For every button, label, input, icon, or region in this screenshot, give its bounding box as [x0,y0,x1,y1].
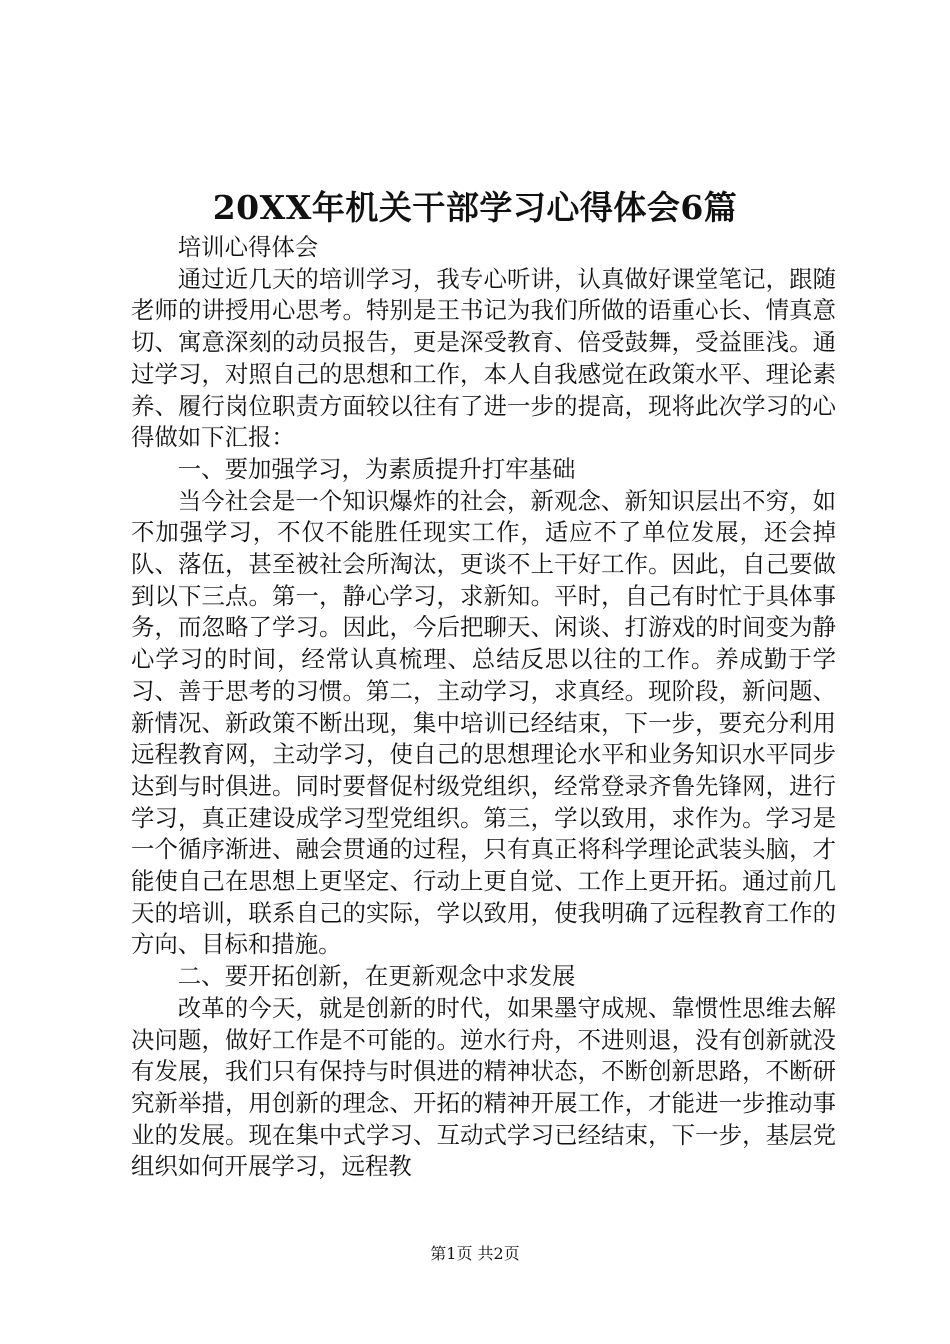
paragraph-section-1: 当今社会是一个知识爆炸的社会，新观念、新知识层出不穷，如不加强学习，不仅不能胜任现实工作，适应不了单位发展，还会掉队、落伍，甚至被社会所淘汰，更谈不上干好工作。因此，自己要做到以下三点。第一，静心学习，求新知。平时，自己有时忙于具体事务，而忽略了学习。因此，今后把聊天、闲谈、打游戏的时间变为静心学习的时间，经常认真梳理、总结反思以往的工作。养成勤于学习、善于思考的习惯。第二，主动学习，求真经。现阶段，新问题、新情况、新政策不断出现，集中培训已经结束，下一步，要充分利用远程教育网，主动学习，使自己的思想理论水平和业务知识水平同步达到与时俱进。同时要督促村级党组织，经常登录齐鲁先锋网，进行学习，真正建设成学习型党组织。第三，学以致用，求作为。学习是一个循序渐进、融会贯通的过程，只有真正将科学理论武装头脑，才能使自己在思想上更坚定、行动上更自觉、工作上更开拓。通过前几天的培训，联系自己的实际，学以致用，使我明确了远程教育工作的方向、目标和措施。 [131,486,836,959]
paragraph-subtitle: 培训心得体会 [177,233,319,261]
document-body [131,232,836,1183]
paragraph-section-2: 改革的今天，就是创新的时代，如果墨守成规、靠惯性思维去解决问题，做好工作是不可能的。逆水行舟，不进则退，没有创新就没有发展，我们只有保持与时俱进的精神状态，不断创新思路，不断研究新举措，用创新的理念、开拓的精神开展工作，才能进一步推动事业的发展。现在集中式学习、互动式学习已经结束，下一步，基层党组织如何开展学习，远程教 [131,993,836,1181]
document-title: 20XX年机关干部学习心得体会6篇 [212,188,738,227]
section-heading-2: 二、要开拓创新，在更新观念中求发展 [177,962,576,991]
section-heading-1: 一、要加强学习，为素质提升打牢基础 [177,454,576,483]
paragraph-intro: 通过近几天的培训学习，我专心听讲，认真做好课堂笔记，跟随老师的讲授用心思考。特别是王书记为我们所做的语重心长、情真意切、寓意深刻的动员报告，更是深受教育、倍受鼓舞，受益匪浅。通过学习，对照自己的思想和工作，本人自我感觉在政策水平、理论素养、履行岗位职责方面较以往有了进一步的提高，现将此次学习的心得做如下汇报： [131,264,836,452]
page-number-footer: 第1页 共2页 [430,1244,520,1263]
